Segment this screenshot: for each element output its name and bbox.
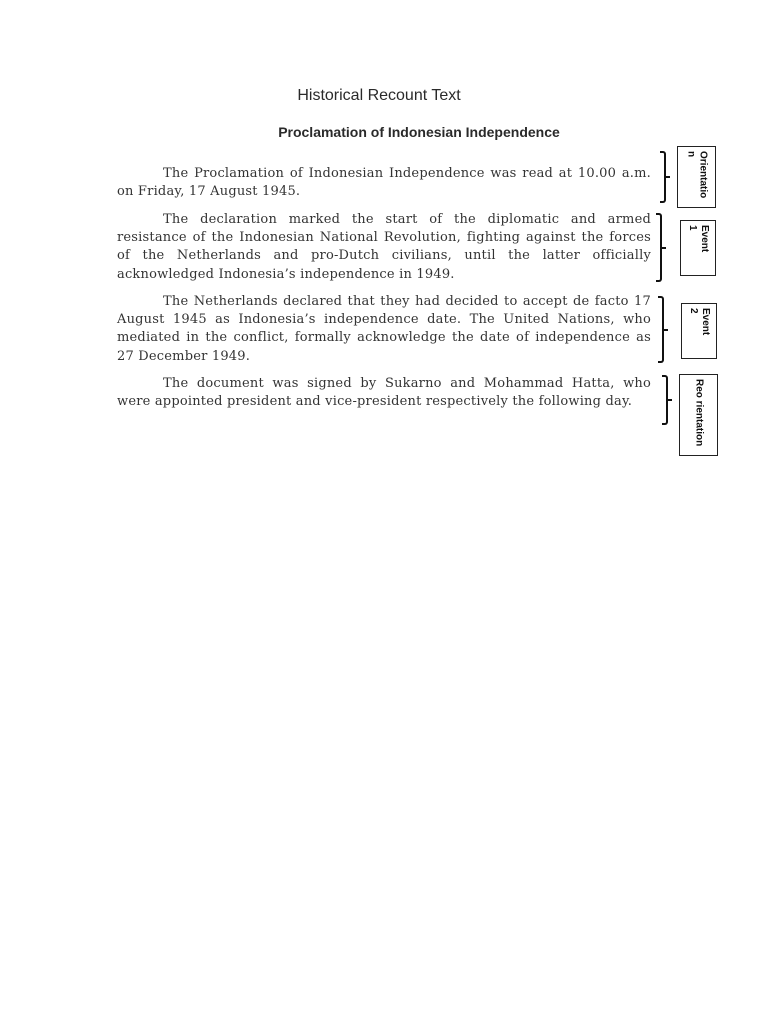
document-title: Historical Recount Text xyxy=(297,87,461,104)
bracket-reorientation xyxy=(662,375,668,425)
bracket-orientation xyxy=(660,151,666,203)
label-box-event-1 xyxy=(680,220,716,276)
label-box-reorientation xyxy=(679,374,718,456)
paragraph-reorientation: The document was signed by Sukarno and Mohammad Hatta, who were appointed president and vice-president respectively the following day. xyxy=(117,376,651,410)
bracket-event-2 xyxy=(658,296,664,363)
label-event-1: Event 1 xyxy=(687,225,710,253)
label-box-orientation xyxy=(677,146,716,208)
label-event-2: Event 2 xyxy=(688,308,711,336)
paragraph-event-2: The Netherlands declared that they had decided to accept de facto 17 August 1945 as Indonesia’s independence date. The United Nations, who mediated in the conflict, formally acknowledge the date of independence as 27 December 1949. xyxy=(117,294,651,364)
paragraph-orientation: The Proclamation of Indonesian Independence was read at 10.00 a.m. on Friday, 17 August 1945. xyxy=(117,166,651,200)
label-orientation: Orientatio n xyxy=(685,151,709,199)
label-box-event-2 xyxy=(681,303,717,359)
paragraph-event-1: The declaration marked the start of the diplomatic and armed resistance of the Indonesian National Revolution, fighting against the forces of the Netherlands and pro-Dutch civilians, until the latter officially acknowledged Indonesia’s independence in 1949. xyxy=(117,212,651,282)
label-reorientation: Reo rientation xyxy=(693,379,705,447)
document-subtitle: Proclamation of Indonesian Independence xyxy=(278,124,560,140)
bracket-event-1 xyxy=(656,213,662,282)
